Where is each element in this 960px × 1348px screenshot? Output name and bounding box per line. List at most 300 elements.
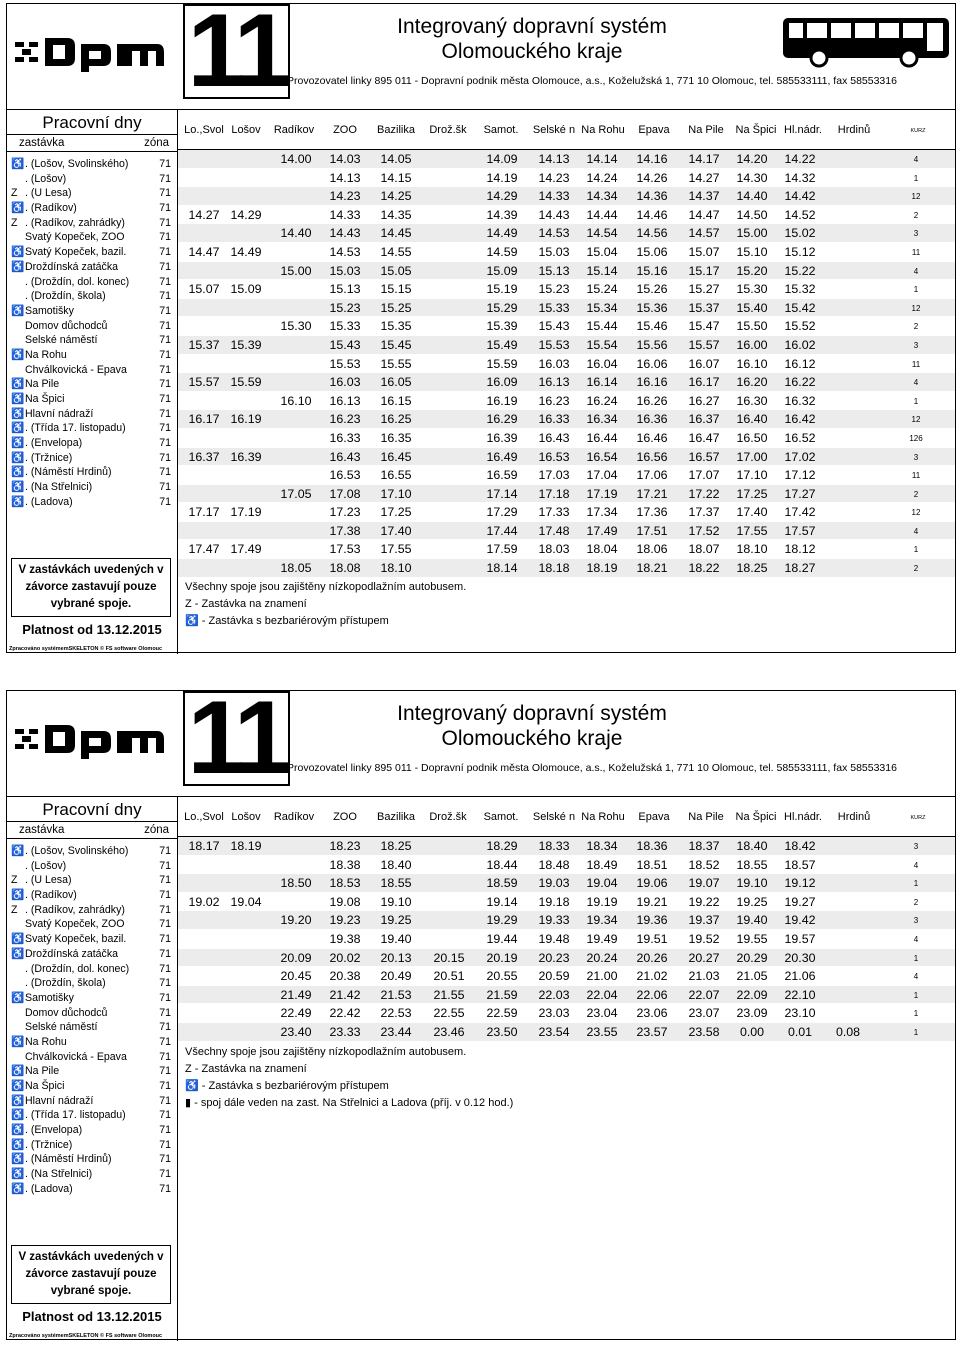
time-cell: 14.03 [329,152,361,166]
kurz-cell: 1 [913,545,919,555]
time-cell: 18.12 [784,542,816,557]
time-cell: 17.25 [380,505,412,520]
stop-item [7,319,177,334]
time-cell: 17.04 [586,468,618,483]
time-cell: 18.07 [688,542,720,557]
stop-item [7,172,177,187]
stop-list-header [7,135,177,152]
stop-item [7,377,177,392]
time-cell: 14.20 [736,152,768,166]
stop-flag: Z [11,903,18,916]
table-row [178,893,955,912]
time-cell: 17.23 [329,505,361,520]
time-cell: 16.47 [688,430,720,445]
title-line-1: Integrovaný dopravní systém [397,15,667,38]
zone-col-label: zóna [144,137,169,149]
kurz-cell: 126 [909,433,923,443]
time-cell: 15.16 [636,263,668,278]
time-cell: 15.59 [230,375,262,390]
kurz-cell: 2 [913,489,919,499]
column-header: Hl.nádr. [784,811,822,823]
kurz-cell: 1 [913,953,919,963]
time-cell: 18.52 [688,857,720,872]
time-cell: 15.33 [538,300,570,315]
stop-name: Chválkovická - Epava [25,1050,127,1063]
time-cell: 16.34 [586,412,618,427]
stop-name: Na Špici [25,393,65,405]
table-row [178,373,955,392]
table-row [178,410,955,429]
stop-name: . (Droždín, dol. konec) [25,275,130,288]
table-body [178,150,955,578]
time-cell: 16.56 [636,449,668,464]
time-cell: 14.14 [586,152,618,166]
time-cell: 20.29 [736,950,768,965]
time-cell: 23.54 [538,1024,570,1039]
time-cell: 18.05 [280,561,312,576]
wheelchair-icon: ♿ [11,246,25,259]
time-cell: 16.20 [736,375,768,390]
zone-col-label: zóna [144,824,169,836]
time-cell: 16.15 [380,393,412,408]
time-cell: 19.48 [538,931,570,946]
time-cell: 20.51 [433,969,465,984]
time-cell: 15.52 [784,319,816,334]
kurz-cell: 11 [911,471,921,481]
kurz-cell: 1 [913,990,919,1000]
time-cell: 14.27 [188,207,220,222]
time-cell: 17.49 [586,523,618,538]
bus-icon [779,14,953,70]
stop-name: . (Envelopa) [25,437,83,450]
stop-name: Svatý Kopeček, ZOO [25,918,125,931]
stop-zone: 71 [159,977,171,990]
time-cell: 17.34 [586,505,618,520]
time-cell: 15.30 [280,319,312,334]
wheelchair-icon: ♿ [11,1109,25,1122]
time-cell: 14.43 [538,207,570,222]
wheelchair-icon: ♿ [11,933,25,946]
time-cell: 18.25 [380,839,412,853]
kurz-cell: 1 [913,1009,919,1019]
time-cell: 16.03 [538,356,570,371]
time-cell: 16.07 [688,356,720,371]
stop-name: . (Ladova) [25,495,73,508]
stop-name: . (Tržnice) [25,1138,73,1151]
table-row [178,503,955,522]
time-cell: 16.57 [688,449,720,464]
time-cell: 14.54 [586,226,618,241]
time-cell: 14.40 [280,226,312,241]
time-cell: 17.38 [329,523,361,538]
wheelchair-icon: ♿ [11,348,25,361]
stop-list-panel [7,796,178,1341]
stop-name: Svatý Kopeček, bazil. [25,246,127,259]
table-row [178,206,955,225]
table-row [178,336,955,355]
time-cell: 19.21 [636,894,668,909]
wheelchair-icon: ♿ [11,889,25,902]
stop-item [7,421,177,436]
time-cell: 23.33 [329,1024,361,1039]
time-cell: 15.43 [329,337,361,352]
kurz-cell: 12 [911,192,921,202]
time-cell: 14.52 [784,207,816,222]
time-cell: 15.09 [486,263,518,278]
time-cell: 15.54 [586,337,618,352]
stop-zone: 71 [159,1168,171,1181]
stop-name: . (Třída 17. listopadu) [25,422,126,435]
wheelchair-icon: ♿ [11,451,25,464]
stop-name: . (Lošov) [25,859,67,872]
stop-name: Svatý Kopeček, bazil. [25,933,127,946]
stop-zone: 71 [159,962,171,975]
time-cell: 16.52 [784,430,816,445]
stop-name: . (Radíkov, zahrádky) [25,903,125,916]
time-cell: 15.27 [688,282,720,297]
wheelchair-icon: ♿ [11,407,25,420]
time-cell: 15.29 [486,300,518,315]
stop-name: Droždínská zatáčka [25,947,119,960]
time-cell: 19.06 [636,876,668,891]
stop-zone: 71 [159,216,171,229]
time-cell: 17.57 [784,523,816,538]
column-header: Lo.,Svol [184,811,224,823]
time-cell: 17.10 [380,486,412,501]
stop-zone: 71 [159,1050,171,1063]
time-cell: 15.57 [188,375,220,390]
kurz-cell: 4 [913,972,919,982]
time-cell: 19.19 [586,894,618,909]
stop-zone: 71 [159,231,171,244]
stop-zone: 71 [159,304,171,317]
time-cell: 15.25 [380,300,412,315]
time-cell: 16.03 [329,375,361,390]
time-cell: 15.06 [636,244,668,259]
time-cell: 19.18 [538,894,570,909]
time-cell: 17.51 [636,523,668,538]
time-cell: 18.04 [586,542,618,557]
table-body [178,837,955,1042]
time-cell: 0.08 [835,1024,861,1039]
stop-zone: 71 [159,903,171,916]
wheelchair-icon: ♿ [11,1035,25,1048]
time-cell: 17.14 [486,486,518,501]
column-header: Hl.nádr. [784,124,822,136]
kurz-cell: 3 [913,452,919,462]
stop-item [7,451,177,466]
column-header: Selské n [532,811,576,823]
time-cell: 15.59 [486,356,518,371]
table-row [178,522,955,541]
time-cell: 18.55 [736,857,768,872]
kurz-cell: 3 [913,916,919,926]
time-cell: 19.03 [538,876,570,891]
time-cell: 23.50 [486,1024,518,1039]
timetable-sheet-2 [6,680,956,1340]
time-cell: 14.22 [784,152,816,166]
stop-zone: 71 [159,991,171,1004]
time-cell: 14.29 [230,207,262,222]
operator-info: Provozovatel linky 895 011 - Dopravní podnik města Olomouce, a.s., Koželužská 1, 771 10 Olomouc, tel. 585533111, fax 58553316 [287,75,897,87]
table-row [178,224,955,243]
column-header: Radíkov [273,811,315,823]
time-cell: 15.53 [538,337,570,352]
column-header: KURZ [910,128,926,134]
time-cell: 15.00 [280,263,312,278]
time-cell: 18.59 [486,876,518,891]
time-cell: 17.19 [586,486,618,501]
table-row [178,429,955,448]
time-cell: 23.10 [784,1006,816,1021]
time-cell: 16.16 [636,375,668,390]
stop-zone: 71 [159,202,171,215]
time-cell: 16.19 [486,393,518,408]
time-cell: 16.04 [586,356,618,371]
time-cell: 16.50 [736,430,768,445]
time-cell: 23.44 [380,1024,412,1039]
wheelchair-icon: ♿ [11,1080,25,1092]
stop-name: . (Tržnice) [25,451,73,464]
stop-name: . (Droždín, dol. konec) [25,962,130,975]
table-row [178,874,955,893]
stop-zone: 71 [159,845,171,857]
stop-item [7,407,177,422]
wheelchair-icon: ♿ [11,378,25,391]
stop-zone: 71 [159,481,171,494]
time-cell: 14.19 [486,170,518,185]
time-cell: 23.40 [280,1024,312,1039]
kurz-cell: 12 [911,508,921,518]
time-cell: 17.36 [636,505,668,520]
stop-zone: 71 [159,422,171,435]
stop-name: Droždínská zatáčka [25,260,119,273]
time-cell: 16.43 [329,449,361,464]
time-cell: 15.14 [586,263,618,278]
time-cell: 17.59 [486,542,518,557]
time-cell: 16.10 [280,393,312,408]
time-cell: 15.57 [688,337,720,352]
time-cell: 16.02 [784,337,816,352]
time-cell: 14.47 [188,244,220,259]
time-cell: 14.37 [688,189,720,204]
time-cell: 15.13 [329,282,361,297]
title-line-2: Olomouckého kraje [441,727,623,750]
time-cell: 15.03 [538,244,570,259]
wheelchair-icon: ♿ [11,481,25,494]
day-type: Pracovní dny [7,110,177,135]
time-cell: 20.55 [486,969,518,984]
kurz-cell: 4 [913,378,919,388]
time-cell: 17.29 [486,505,518,520]
time-cell: 17.02 [784,449,816,464]
time-cell: 14.43 [329,226,361,241]
stop-name: Na Rohu [25,348,67,361]
time-cell: 23.09 [736,1006,768,1021]
table-row [178,317,955,336]
time-cell: 21.05 [736,969,768,984]
table-row [178,1004,955,1023]
stop-name: Na Rohu [25,1035,67,1048]
stop-name: Na Pile [25,378,60,391]
stop-zone: 71 [159,1094,171,1107]
time-cell: 18.03 [538,542,570,557]
time-cell: 15.47 [688,319,720,334]
time-cell: 18.25 [736,561,768,576]
time-cell: 16.54 [586,449,618,464]
time-cell: 18.36 [636,839,668,853]
time-cell: 17.40 [380,523,412,538]
time-cell: 22.55 [433,1006,465,1021]
time-cell: 18.19 [586,561,618,576]
time-cell: 21.53 [380,987,412,1002]
time-cell: 16.43 [538,430,570,445]
selected-trips-note: V zastávkách uvedených v závorce zastavují pouze vybrané spoje. [11,1245,171,1304]
stop-zone: 71 [159,290,171,303]
stop-item [7,1138,177,1153]
time-cell: 23.06 [636,1006,668,1021]
time-cell: 17.07 [688,468,720,483]
table-row [178,448,955,467]
time-cell: 20.23 [538,950,570,965]
time-cell: 23.04 [586,1006,618,1021]
stop-item [7,1152,177,1167]
stop-item [7,436,177,451]
column-header: Na Rohu [581,811,625,823]
timetable-sheet-1 [6,0,956,653]
legend-line: Všechny spoje jsou zajištěny nízkopodlažním autobusem. [185,581,467,593]
time-cell: 15.55 [380,356,412,371]
time-cell: 17.06 [636,468,668,483]
time-cell: 22.07 [688,987,720,1002]
time-cell: 19.51 [636,931,668,946]
stop-zone: 71 [159,158,171,170]
time-cell: 18.33 [538,839,570,853]
time-cell: 18.48 [538,857,570,872]
stop-item [7,157,177,172]
wheelchair-icon: ♿ [11,260,25,273]
time-cell: 17.10 [736,468,768,483]
stop-name: . (Náměstí Hrdinů) [25,466,112,479]
time-cell: 18.21 [636,561,668,576]
time-cell: 19.34 [586,913,618,928]
time-cell: 17.00 [736,449,768,464]
kurz-cell: 12 [911,415,921,425]
table-row [178,949,955,968]
time-cell: 0.01 [787,1024,813,1039]
wheelchair-icon: ♿ [11,947,25,960]
time-cell: 16.37 [688,412,720,427]
time-cell: 16.29 [486,412,518,427]
time-cell: 18.38 [329,857,361,872]
table-row [178,299,955,318]
wheelchair-icon: ♿ [11,1138,25,1151]
time-cell: 16.17 [688,375,720,390]
time-cell: 18.57 [784,857,816,872]
time-cell: 20.26 [636,950,668,965]
time-cell: 23.57 [636,1024,668,1039]
stop-name: Selské náměstí [25,334,98,347]
time-cell: 20.30 [784,950,816,965]
time-cell: 23.03 [538,1006,570,1021]
time-cell: 19.07 [688,876,720,891]
selected-trips-note: V zastávkách uvedených v závorce zastavují pouze vybrané spoje. [11,558,171,617]
stop-item [7,976,177,991]
stop-list [7,152,177,510]
column-header: Lošov [231,124,261,136]
table-row [178,280,955,299]
time-cell: 15.43 [538,319,570,334]
time-cell: 16.35 [380,430,412,445]
stop-zone: 71 [159,933,171,946]
stop-item [7,363,177,378]
time-cell: 15.34 [586,300,618,315]
stop-zone: 71 [159,1021,171,1034]
time-cell: 14.46 [636,207,668,222]
stop-flag: Z [11,187,18,200]
time-cell: 17.55 [736,523,768,538]
time-cell: 14.59 [486,244,518,259]
time-cell: 17.33 [538,505,570,520]
time-cell: 14.35 [380,207,412,222]
kurz-cell: 4 [913,155,919,164]
column-header: Radíkov [273,124,315,136]
time-cell: 18.27 [784,561,816,576]
table-row [178,856,955,875]
line-number: 11 [183,691,290,786]
wheelchair-icon: ♿ [11,1124,25,1137]
kurz-cell: 11 [911,247,921,257]
time-cell: 15.56 [636,337,668,352]
time-cell: 14.53 [329,244,361,259]
kurz-cell: 3 [913,842,919,851]
time-cell: 17.52 [688,523,720,538]
wheelchair-icon: ♿ [11,495,25,508]
system-title [290,701,774,751]
stop-item [7,480,177,495]
time-cell: 14.00 [280,152,312,166]
stop-item [7,245,177,260]
column-header: Samot. [483,124,519,136]
wheelchair-icon: ♿ [11,1094,25,1107]
time-cell: 15.07 [188,282,220,297]
stop-name: . (Radíkov, zahrádky) [25,216,125,229]
stop-zone: 71 [159,947,171,960]
time-cell: 0.00 [739,1024,765,1039]
time-cell: 17.49 [230,542,262,557]
time-cell: 16.44 [586,430,618,445]
title-line-1: Integrovaný dopravní systém [397,702,667,725]
column-header: Lošov [231,811,261,823]
time-cell: 19.55 [736,931,768,946]
table-row [178,150,955,169]
time-cell: 16.26 [636,393,668,408]
stop-zone: 71 [159,1035,171,1048]
time-cell: 23.55 [586,1024,618,1039]
time-cell: 18.37 [688,839,720,853]
time-cell: 21.55 [433,987,465,1002]
dpmo-logo [7,4,183,99]
time-cell: 16.17 [188,412,220,427]
time-cell: 19.08 [329,894,361,909]
time-cell: 16.00 [736,337,768,352]
table-row [178,485,955,504]
kurz-cell: 4 [913,934,919,944]
time-cell: 15.53 [329,356,361,371]
stop-item [7,216,177,231]
time-cell: 22.09 [736,987,768,1002]
time-cell: 20.27 [688,950,720,965]
